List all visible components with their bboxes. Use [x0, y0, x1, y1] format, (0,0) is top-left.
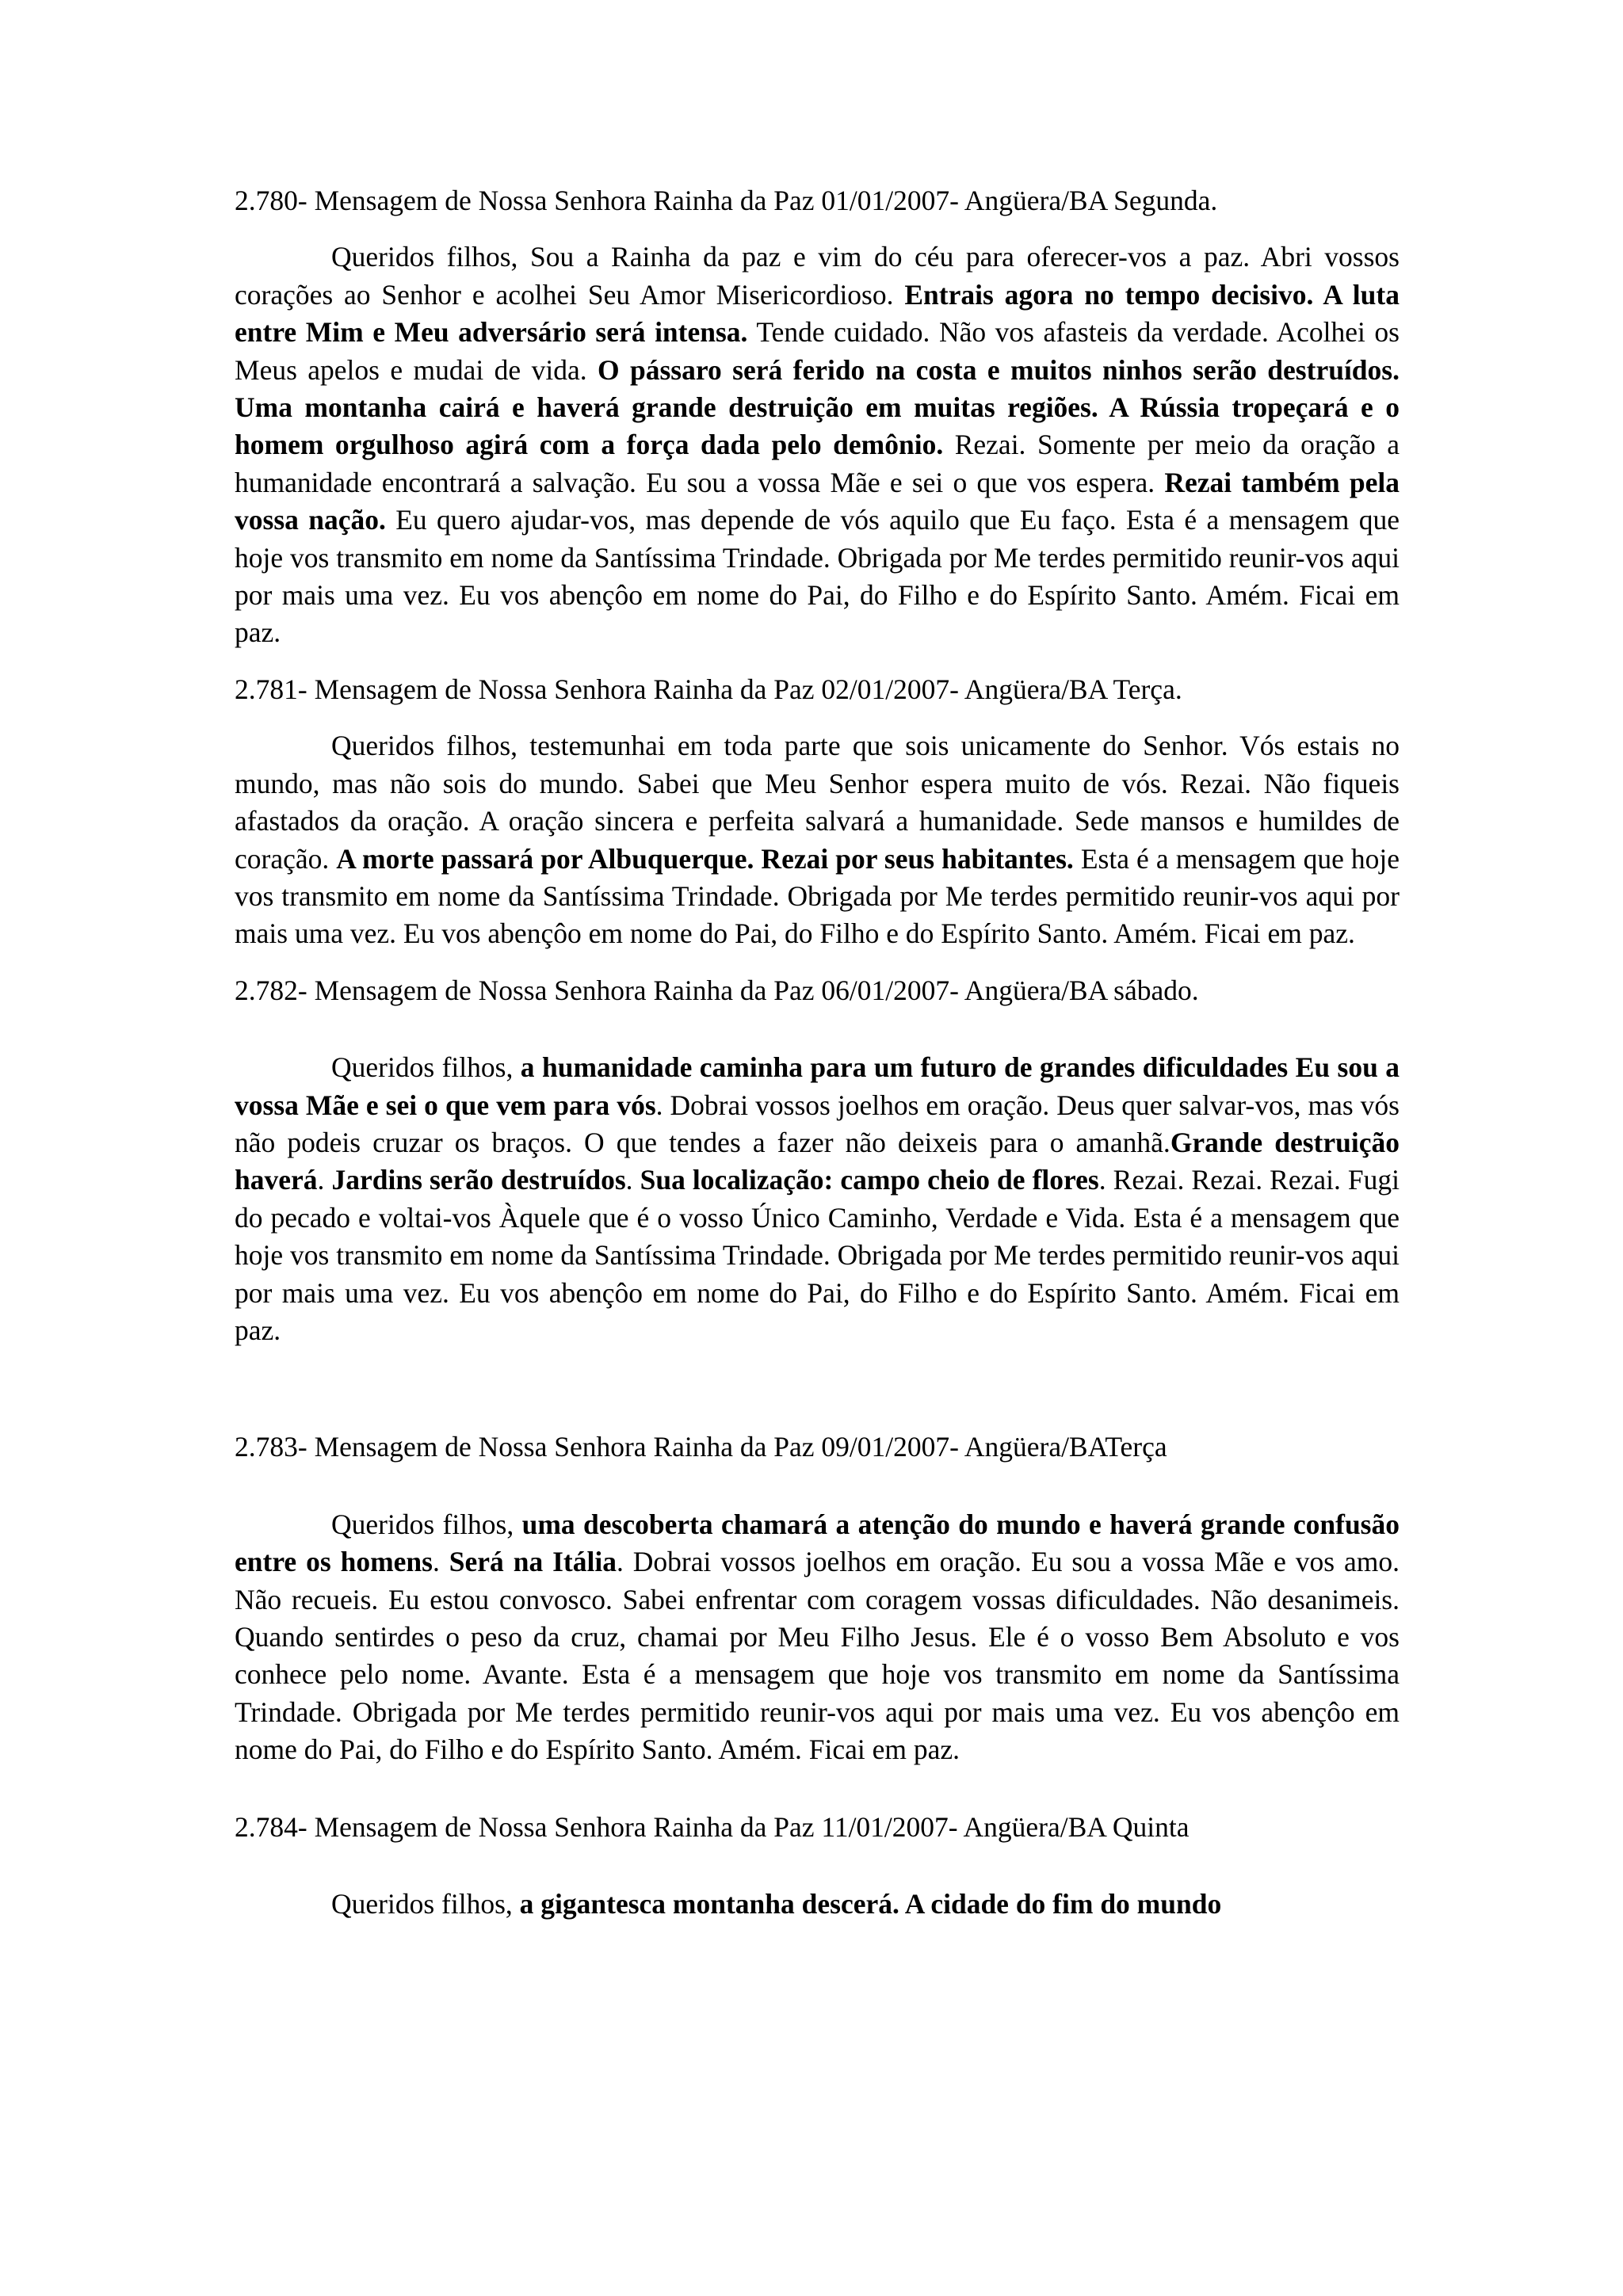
text-segment: Esta é a mensagem que hoje vos transmito em nome da Santíssima Trindade. Obrigada por Me terdes permitido reunir-vos aqui por mais uma vez. Eu vos abençôo em nome do Pai, do Filho e do Espírito Santo. Amém. Ficai em paz.	[235, 842, 1400, 950]
message-body	[235, 1886, 1400, 1923]
message-body	[235, 1049, 1400, 1349]
text-segment: .	[432, 1546, 449, 1578]
text-segment: Queridos filhos, testemunhai em toda parte que sois unicamente do Senhor. Vós estais no mundo, mas não sois do mundo. Sabei que Meu Senhor espera muito de vós. Rezai. Não fiqueis afastados da oração. A oração sincera e perfeita salvará a humanidade. Sede mansos e humildes de coração.	[235, 730, 1400, 875]
message-heading: 2.781- Mensagem de Nossa Senhora Rainha da Paz 02/01/2007- Angüera/BA Terça.	[235, 673, 1182, 705]
bold-text-segment: Sua localização: campo cheio de flores	[640, 1164, 1099, 1196]
message-heading: 2.782- Mensagem de Nossa Senhora Rainha da Paz 06/01/2007- Angüera/BA sábado.	[235, 974, 1199, 1006]
bold-text-segment: uma descoberta chamará a atenção do mundo e haverá grande confusão entre os homens	[235, 1508, 1400, 1578]
bold-text-segment: A morte passará por Albuquerque. Rezai por seus habitantes.	[336, 842, 1074, 875]
text-segment: Tende cuidado. Não vos afasteis da verdade. Acolhei os Meus apelos e mudai de vida.	[235, 316, 1400, 386]
text-segment: Eu quero ajudar-vos, mas depende de vós aquilo que Eu faço. Esta é a mensagem que hoje vos transmito em nome da Santíssima Trindade. Obrigada por Me terdes permitido reunir-vos aqui por mais uma vez. Eu vos abençôo em nome do Pai, do Filho e do Espírito Santo. Amém. Ficai em paz.	[235, 504, 1400, 649]
message-heading: 2.780- Mensagem de Nossa Senhora Rainha da Paz 01/01/2007- Angüera/BA Segunda.	[235, 185, 1218, 216]
message-body	[235, 238, 1400, 651]
message-body	[235, 1506, 1400, 1769]
text-segment: .	[625, 1164, 640, 1196]
text-segment: . Rezai. Rezai. Rezai. Fugi do pecado e voltai-vos Àquele que é o vosso Único Caminho, Verdade e Vida. Esta é a mensagem que hoje vos transmito em nome da Santíssima Trindade. Obrigada por Me terdes permitido reunir-vos aqui por mais uma vez. Eu vos abençôo em nome do Pai, do Filho e do Espírito Santo. Amém. Ficai em paz.	[235, 1164, 1400, 1346]
text-segment: . Dobrai vossos joelhos em oração. Deus quer salvar-vos, mas vós não podeis cruzar os braços. O que tendes a fazer não deixeis para o amanhã.	[235, 1089, 1400, 1158]
message-heading: 2.784- Mensagem de Nossa Senhora Rainha da Paz 11/01/2007- Angüera/BA Quinta	[235, 1810, 1190, 1843]
text-segment: Queridos filhos,	[331, 1888, 520, 1920]
text-segment: . Dobrai vossos joelhos em oração. Eu sou a vossa Mãe e vos amo. Não recueis. Eu estou convosco. Sabei enfrentar com coragem vossas dificuldades. Não desanimeis. Quando sentirdes o peso da cruz, chamai por Meu Filho Jesus. Ele é o vosso Bem Absoluto e vos conhece pelo nome. Avante. Esta é a mensagem que hoje vos transmito em nome da Santíssima Trindade. Obrigada por Me terdes permitido reunir-vos aqui por mais uma vez. Eu vos abençôo em nome do Pai, do Filho e do Espírito Santo. Amém. Ficai em paz.	[235, 1546, 1400, 1766]
message-heading: 2.783- Mensagem de Nossa Senhora Rainha da Paz 09/01/2007- Angüera/BATerça	[235, 1431, 1167, 1463]
bold-text-segment: Jardins serão destruídos	[331, 1164, 626, 1196]
message-body	[235, 727, 1400, 952]
bold-text-segment: Será na Itália	[449, 1546, 617, 1578]
text-segment: Queridos filhos,	[331, 1508, 522, 1540]
text-segment: Rezai. Somente per meio da oração a humanidade encontrará a salvação. Eu sou a vossa Mãe e sei o que vos espera.	[235, 429, 1400, 498]
text-segment: Queridos filhos, Sou a Rainha da paz e vim do céu para oferecer-vos a paz. Abri vossos corações ao Senhor e acolhei Seu Amor Misericordioso.	[235, 241, 1400, 311]
bold-text-segment: O pássaro será ferido na costa e muitos ninhos serão destruídos. Uma montanha cairá e haverá grande destruição em muitas regiões. A Rússia tropeçará e o homem orgulhoso agirá com a força dada pelo demônio.	[235, 353, 1400, 461]
bold-text-segment: a gigantesca montanha descerá. A cidade do fim do mundo	[519, 1888, 1222, 1920]
text-segment: .	[317, 1164, 332, 1196]
text-segment: Queridos filhos,	[331, 1051, 521, 1084]
bold-text-segment: a humanidade caminha para um futuro de grandes dificuldades Eu sou a vossa Mãe e sei o que vem para vós	[235, 1051, 1400, 1121]
bold-text-segment: Rezai também pela vossa nação.	[235, 466, 1400, 536]
bold-text-segment: Grande destruição haverá	[235, 1126, 1400, 1196]
bold-text-segment: Entrais agora no tempo decisivo. A luta entre Mim e Meu adversário será intensa.	[235, 278, 1400, 349]
document-page	[235, 182, 1400, 1931]
